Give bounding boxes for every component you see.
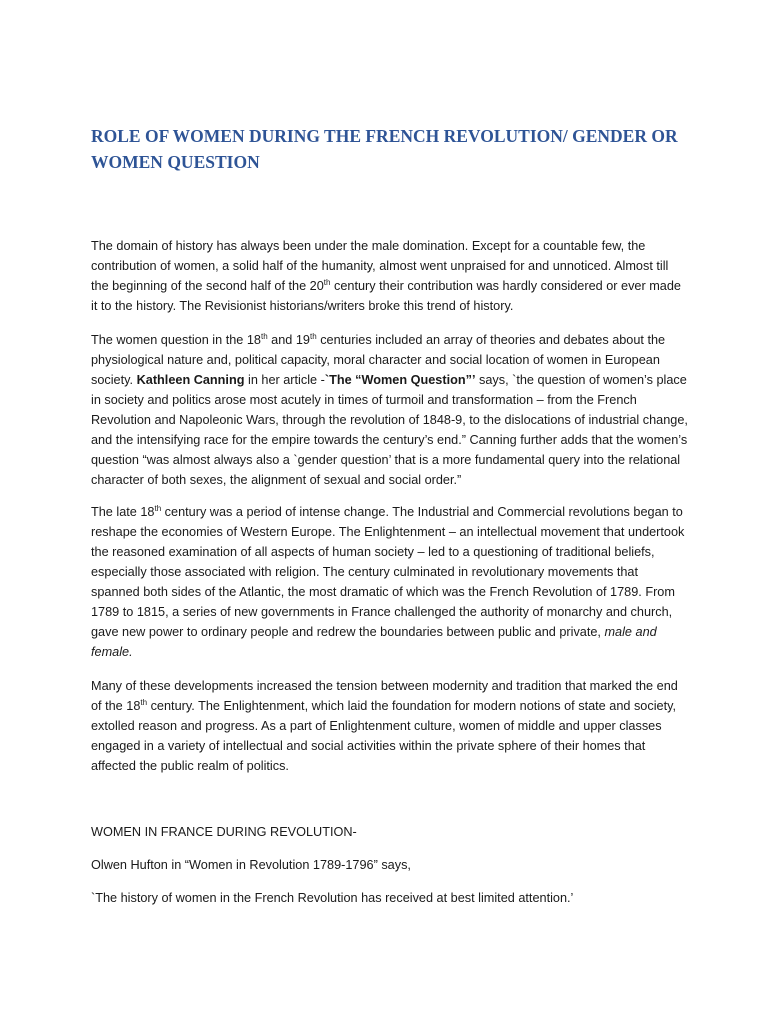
- paragraph-olwen-hufton: Olwen Hufton in “Women in Revolution 1789-1796” says,: [91, 858, 411, 872]
- p3-text-a: The late 18: [91, 505, 155, 519]
- p4-text-b: century. The Enlightenment, which laid the foundation for modern notions of state and society, extolled reason and progress. As a part of Enlightenment culture, women of middle and upper classes engaged in a variety of intellectual and social activities within the private sphere of their homes that affected the public realm of politics.: [91, 699, 677, 773]
- paragraph-modernity-tradition: [91, 676, 689, 776]
- p2-text-a: The women question in the 18: [91, 333, 261, 347]
- paragraph-women-question: [91, 330, 689, 490]
- document-title: ROLE OF WOMEN DURING THE FRENCH REVOLUTION/ GENDER OR WOMEN QUESTION: [91, 126, 678, 172]
- p1-text-b: century their contribution was hardly considered or ever made it to the history. The Revisionist historians/writers broke this trend of history.: [91, 279, 681, 313]
- p2-text-e: says, `the question of women’s place in society and politics arose most acutely in times of turmoil and transformation – from the French Revolution and Napoleonic Wars, through the revolution of 1848-9, to the dislocations of industrial change, and the intensifying race for the empire towards the century’s end.” Canning further adds that the women’s question “was almost always also a `gender question’ that is a more fundamental query into the relational character of both sexes, the alignment of sexual and social order.”: [91, 373, 688, 487]
- article-title: `The “Women Question”’: [324, 373, 476, 387]
- p3-sup: th: [154, 503, 162, 513]
- p2-text-c: centuries included an array of theories and debates about the physiological nature and, political capacity, moral character and social location of women in European society.: [91, 333, 666, 387]
- paragraph-quote: `The history of women in the French Revolution has received at best limited attention.’: [91, 891, 574, 905]
- p1-sup: th: [323, 277, 331, 287]
- p4-text-a: Many of these developments increased the tension between modernity and tradition that marked the end of the 18: [91, 679, 678, 713]
- p4-sup: th: [140, 697, 148, 707]
- paragraph-late-18th-century: [91, 502, 689, 662]
- p2-sup-1: th: [260, 331, 268, 341]
- p2-text-d: in her article -: [244, 373, 325, 387]
- author-name: Kathleen Canning: [136, 373, 245, 387]
- section-heading-women-in-france: WOMEN IN FRANCE DURING REVOLUTION-: [91, 825, 357, 839]
- p1-text-a: The domain of history has always been under the male domination. Except for a countable few, the contribution of women, a solid half of the humanity, almost went unpraised for and unnoticed. Almost till the beginning of the second half of the 20: [91, 239, 669, 293]
- p3-text-b: century was a period of intense change. The Industrial and Commercial revolutions began to reshape the economies of Western Europe. The Enlightenment – an intellectual movement that undertook the reasoned examination of all aspects of human society – led to a questioning of traditional beliefs, especially those associated with religion. The century culminated in revolutionary movements that spanned both sides of the Atlantic, the most dramatic of which was the French Revolution of 1789. From 1789 to 1815, a series of new governments in France challenged the authority of monarchy and church, gave new power to ordinary people and redrew the boundaries between public and private,: [91, 505, 685, 639]
- paragraph-male-domination: [91, 236, 689, 316]
- p2-text-b: and 19: [267, 333, 310, 347]
- p3-italic: male and female.: [91, 625, 657, 659]
- p2-sup-2: th: [310, 331, 317, 341]
